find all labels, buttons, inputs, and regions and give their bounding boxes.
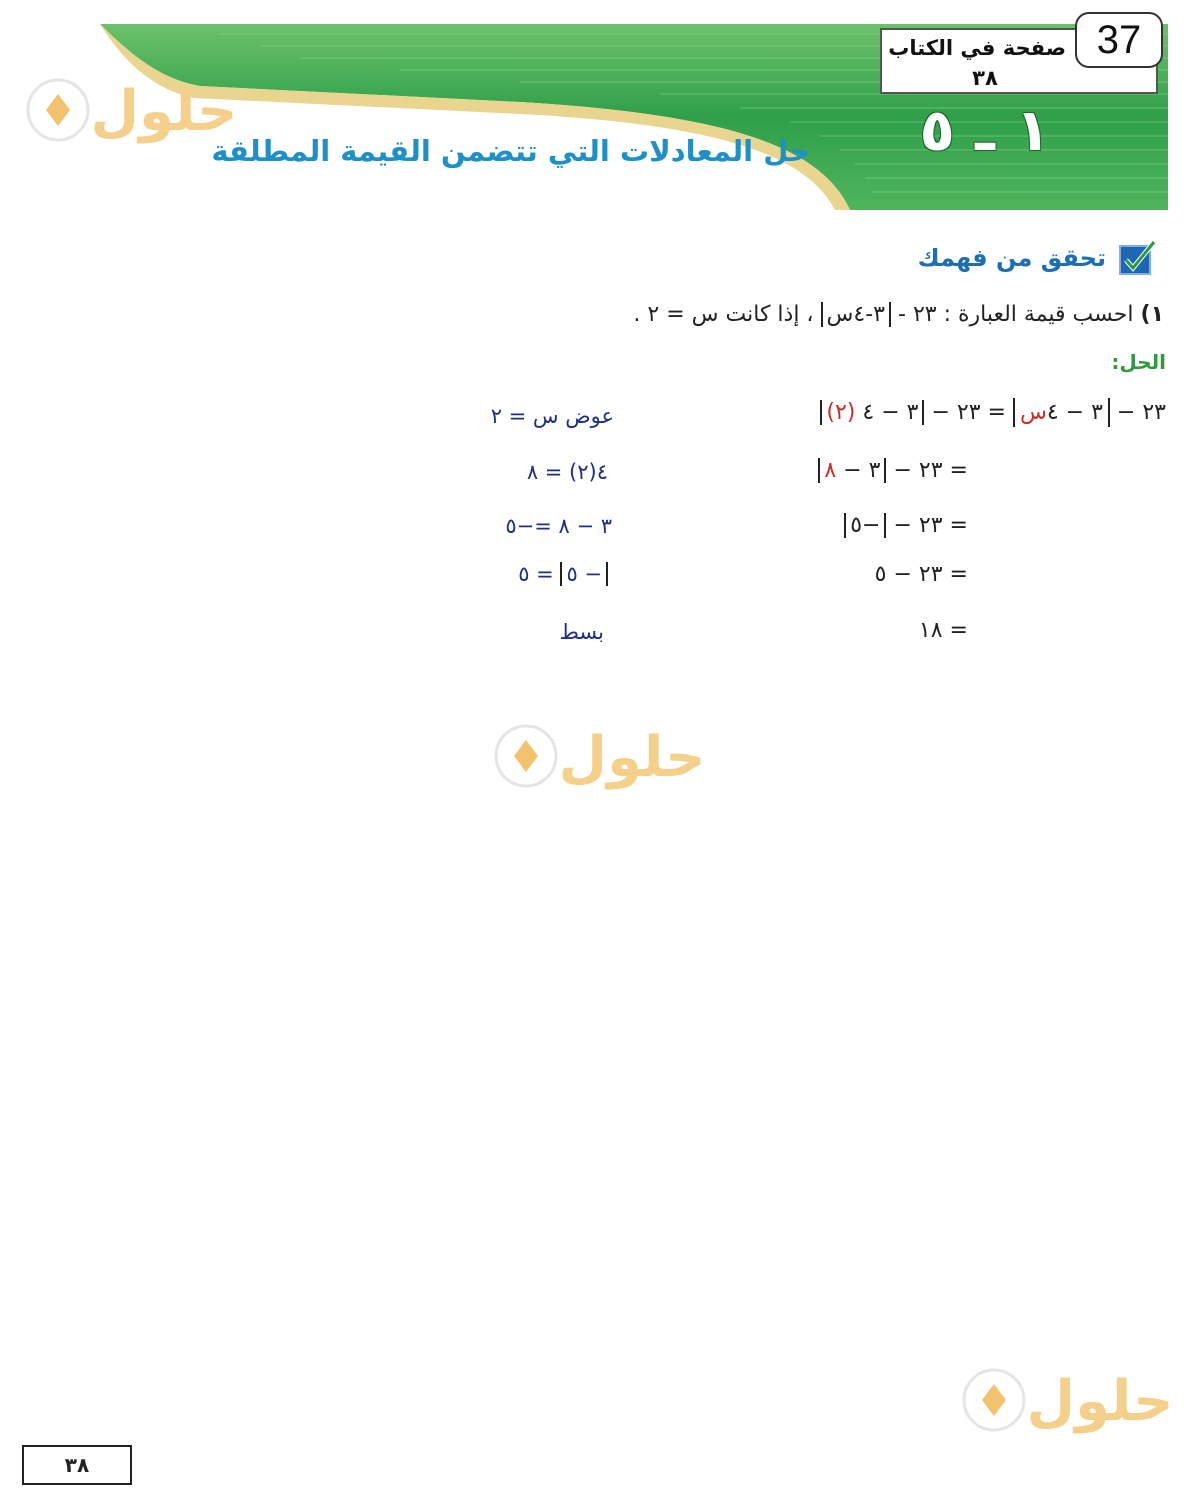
step2-abs-red: ٨ — [824, 458, 837, 483]
step1-rhs-red: (٢) — [826, 400, 856, 425]
step1-rhs-abs — [820, 400, 924, 425]
step1-eq: = — [987, 400, 1006, 425]
step4-note-post: = ٥ — [518, 562, 554, 586]
question-expr: ٢٣ - — [898, 302, 937, 327]
step1-lhs-abs — [1013, 398, 1110, 427]
page-counter: 37 — [1075, 12, 1163, 68]
solution-step-1 — [820, 398, 1166, 427]
footer-page-number: ٣٨ — [22, 1445, 132, 1485]
book-page-label: صفحة في الكتاب — [888, 36, 1066, 60]
step1-rhs-a: ٢٣ − — [931, 400, 981, 425]
question-prefix: احسب قيمة العبارة : — [943, 302, 1134, 327]
step3-note: ٣ − ٨ =−٥ — [505, 514, 612, 538]
check-understanding-heading — [918, 238, 1158, 278]
step5-expr: = ١٨ — [918, 618, 968, 643]
step2-note: ٤(٢) = ٨ — [526, 460, 608, 484]
checkbox-check-icon — [1116, 238, 1158, 278]
watermark-text: حلول — [558, 725, 702, 790]
step2-abs-a: ٣ − — [843, 458, 881, 483]
step4-note-abs: − ٥ — [560, 562, 608, 586]
solution-step-2 — [818, 458, 968, 483]
question-1 — [633, 302, 1164, 327]
step3-expr: = ٢٣ − — [893, 513, 968, 538]
watermark-logo-middle — [492, 710, 702, 798]
step2-abs — [818, 458, 886, 483]
hulool-logo-icon — [492, 710, 702, 794]
solution-label: الحل: — [1111, 350, 1166, 374]
solution-step-3 — [844, 513, 968, 538]
step1-lhs-abs-a: ٣ − ٤ — [1046, 400, 1103, 425]
hulool-logo-icon — [24, 64, 234, 148]
lesson-number: ١ ـ ٥ — [919, 96, 1051, 164]
book-page-number: ٣٨ — [972, 66, 998, 90]
check-understanding-title: تحقق من فهمك — [917, 244, 1106, 272]
step1-lhs-var: س — [1019, 400, 1047, 425]
watermark-text: حلول — [1026, 1369, 1170, 1434]
question-suffix: ، إذا كانت س = ٢ . — [633, 302, 814, 327]
question-abs-value: ٣-٤س — [821, 302, 891, 327]
step4-expr: = ٢٣ − ٥ — [874, 562, 968, 587]
step1-note: عوض س = ٢ — [490, 404, 614, 428]
step1-rhs-abs-a: ٣ − ٤ — [862, 400, 919, 425]
lesson-title: حل المعادلات التي تتضمن القيمة المطلقة — [211, 134, 810, 168]
watermark-logo-top — [24, 64, 234, 152]
question-number: ١) — [1140, 302, 1164, 327]
step5-note: بسط — [559, 620, 604, 644]
solution-step-5 — [919, 618, 968, 643]
watermark-logo-bottom — [960, 1354, 1170, 1442]
step1-lhs-a: ٢٣ − — [1116, 400, 1166, 425]
step3-abs: −٥ — [844, 513, 886, 538]
watermark-text: حلول — [90, 79, 234, 144]
step4-note — [518, 562, 608, 586]
solution-step-4 — [875, 562, 968, 587]
step2-expr: = ٢٣ − — [893, 458, 968, 483]
hulool-logo-icon — [960, 1354, 1170, 1438]
